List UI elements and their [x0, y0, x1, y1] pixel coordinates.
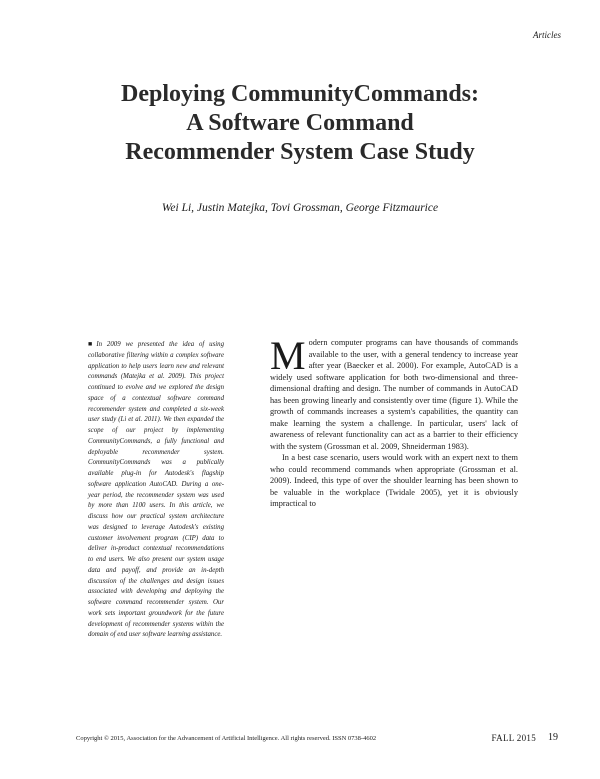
section-label: Articles: [533, 30, 561, 40]
title-line-2: A Software Command: [186, 110, 414, 136]
body-paragraph-1-text: odern computer programs can have thousands of commands available to the user, with a general tendency to increase year after year (Baecker et al. 2000). For example, AutoCAD is a widely used software application for both two-dimensional and three-dimensional drafting and design. The number of commands in AutoCAD has been growing linearly and consistently over time (figure 1). While the growth of commands increases a system's capabilities, the quantity can make learning the system a challenge. In particular, users' lack of awareness of relevant functionality can act as a barrier to their efficiency with the system (Grossman et al. 2009, Shneiderman 1983).: [270, 338, 518, 451]
page-number: 19: [548, 732, 558, 743]
title-line-1: Deploying CommunityCommands:: [120, 81, 480, 107]
copyright-notice: Copyright © 2015, Association for the Advancement of Artificial Intelligence. All rights reserved. ISSN 0738-4602: [76, 735, 377, 742]
body-paragraph-1: [270, 333, 518, 452]
author-list: Wei Li, Justin Matejka, Tovi Grossman, George Fitzmaurice: [161, 202, 439, 214]
article-title: [40, 80, 560, 167]
body-column: [270, 333, 518, 510]
drop-cap: M: [270, 333, 306, 378]
issue-label: FALL 2015: [491, 733, 536, 743]
title-line-3: Recommender System Case Study: [125, 139, 475, 165]
abstract-text: In 2009 we presented the idea of using collaborative filtering within a complex software application to help users learn new and relevant commands (Matejka et al. 2009). This project continued to evolve and we explored the design space of a contextual software command recommender system and completed a six-week user study (Li et al. 2011). We then expanded the scope of our project by implementing CommunityCommands, a fully functional and deployable recommender system. CommunityCommands was a publically available plug-in for Autodesk's flagship software application AutoCAD. During a one-year period, the recommender system was used by more than 1100 users. In this article, we discuss how our practical system architecture was designed to leverage Autodesk's existing customer involvement program (CIP) data to deliver in-product contextual recommendations to end users. We also present our system usage data and payoff, and provide an in-depth discussion of the challenges and design issues associated with developing and deploying the software command recommender system. Our work sets important groundwork for the future development of recommender systems within the domain of end user software learning assistance.: [88, 341, 224, 639]
body-paragraph-2: In a best case scenario, users would work with an expert next to them who could recommend commands when appropriate (Grossman et al. 2009). Indeed, this type of over the shoulder learning has been shown to be valuable in the workplace (Twidale 2005), yet it is obviously impractical to: [270, 453, 518, 508]
abstract-marker-icon: ■: [88, 340, 96, 348]
abstract: [88, 339, 224, 641]
